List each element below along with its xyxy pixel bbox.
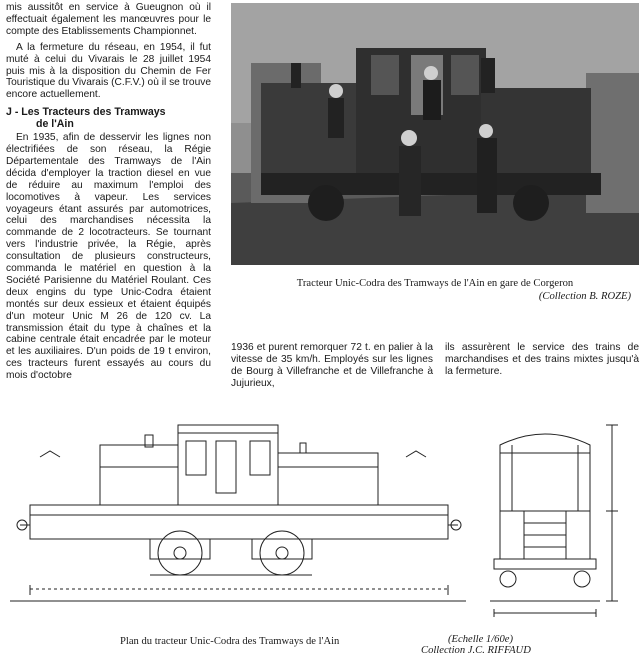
section-heading-line2: de l'Ain [36, 118, 74, 131]
paragraph: A la fermeture du réseau, en 1954, il fut muté à celui du Vivarais le 28 juillet 1954 puis mis à la disposition du Chemin de Fer Touristique du Vivarais (C.F.V.) où il se trouve encore actuellement. [6, 41, 211, 101]
paragraph: mis aussitôt en service à Gueugnon où il effectuait également les manœuvres pour le compte des Etablissements Championnet. [6, 2, 211, 37]
technical-drawing [0, 405, 643, 635]
drawing-credit: Collection J.C. RIFFAUD [421, 645, 531, 656]
paragraph: 1936 et purent remorquer 72 t. en palier à la vitesse de 35 km/h. Employés sur les lignes de Bourg à Villefranche et de Villefranche à Jujurieux, [231, 342, 433, 389]
paragraph: En 1935, afin de desservir les lignes non électrifiées de son réseau, la Régie Départementale des Tramways de l'Ain décida d'employer la traction diesel en vue de réduire au maximum l'emploi des locomotives à vapeur. Les services voyageurs étant assurés par automotrices, celui des marchandises nécessita la commande de 2 locotracteurs. Se tournant vers l'industrie privée, la Régie, après consultation de plusieurs constructeurs, commanda le matériel en question à la Société Parisienne du Matériel Roulant. Ces deux engins du type Unic-Codra étaient montés sur deux essieux et étaient équipés d'un moteur Unic M 26 de 120 cv. La transmission était du type à chaînes et la cabine centrale était encadrée par le moteur et les auxiliaires. D'un poids de 19 t environ, ces tracteurs furent essayés au cours du mois d'octobre [6, 132, 211, 382]
paragraph: ils assurèrent le service des trains de marchandises et des trains mixtes jusqu'à la fermeture. [445, 342, 639, 377]
section-heading [6, 107, 211, 131]
left-text-column [6, 2, 211, 382]
photo-credit: (Collection B. ROZE) [538, 291, 631, 302]
locomotive-photo [231, 3, 639, 265]
side-elevation [10, 425, 466, 601]
end-elevation [490, 425, 618, 617]
section-heading-line1: J - Les Tracteurs des Tramways [6, 106, 166, 119]
middle-text-column [231, 342, 433, 390]
drawing-scale: (Echelle 1/60e) [448, 634, 514, 645]
drawing-caption: Plan du tracteur Unic-Codra des Tramways de l'Ain [120, 636, 340, 647]
right-text-column [445, 342, 639, 378]
photo-caption: Tracteur Unic-Codra des Tramways de l'Ain en gare de Corgeron [296, 278, 574, 289]
